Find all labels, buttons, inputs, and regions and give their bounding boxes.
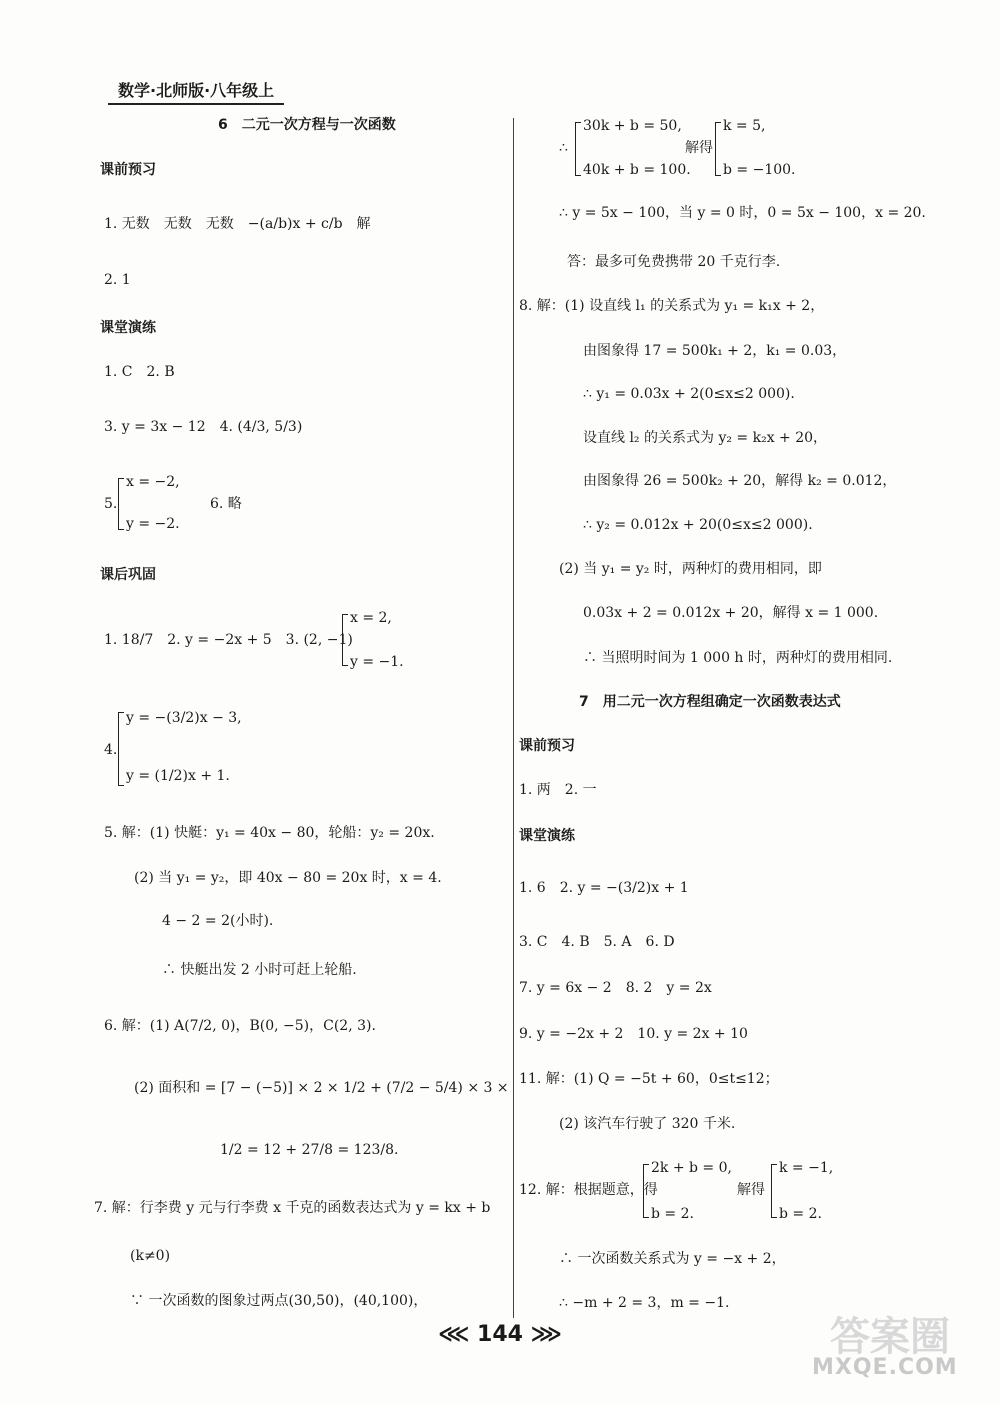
answer-line: 设直线 l₂ 的关系式为 y₂ = k₂x + 20， xyxy=(583,430,828,446)
answer-line: 1. 6 2. y = −(3/2)x + 1 xyxy=(519,880,689,896)
answer-line: 3. C 4. B 5. A 6. D xyxy=(519,934,675,950)
section-preview: 课前预习 xyxy=(519,738,575,754)
answer-line: ∴ y = 5x − 100，当 y = 0 时，0 = 5x − 100，x = 20. xyxy=(559,205,926,221)
equation-line: 2k + b = 0, xyxy=(651,1160,732,1176)
answer-number: 4. xyxy=(104,742,118,758)
answer-line: ∴ 一次函数关系式为 y = −x + 2， xyxy=(559,1251,786,1267)
answer-line: 7. 解：行李费 y 元与行李费 x 千克的函数表达式为 y = kx + b xyxy=(94,1200,491,1216)
solve-text: 解得 xyxy=(685,140,713,156)
brace xyxy=(575,122,581,176)
answer-line: 7. y = 6x − 2 8. 2 y = 2x xyxy=(519,980,712,996)
answer-line: 1. 18/7 2. y = −2x + 5 3. (2, −1) xyxy=(104,632,353,648)
answer-line: 由图象得 26 = 500k₂ + 20，解得 k₂ = 0.012， xyxy=(583,473,897,489)
answer-line: 3. y = 3x − 12 4. (4/3, 5/3) xyxy=(104,419,303,435)
equation-line: 40k + b = 100. xyxy=(583,162,691,178)
equation-line: x = −2, xyxy=(126,474,180,490)
answer-line: 12. 解：根据题意，得 xyxy=(519,1182,658,1198)
therefore-symbol: ∴ xyxy=(559,140,568,156)
page-number: ⋘ 144 ⋙ xyxy=(438,1322,562,1347)
brace xyxy=(771,1164,777,1218)
chapter-title-6: 6 二元一次方程与一次函数 xyxy=(218,117,396,133)
answer-line: (2) 面积和 = [7 − (−5)] × 2 × 1/2 + (7/2 − 5/4) × 3 × xyxy=(134,1080,509,1096)
answer-line: 1. C 2. B xyxy=(104,364,175,380)
equation-line: y = −(3/2)x − 3, xyxy=(126,710,242,726)
page-header: 数学·北师版·八年级上 xyxy=(108,78,284,105)
answer-line: ∴ 快艇出发 2 小时可赶上轮船. xyxy=(162,962,357,978)
brace xyxy=(118,478,124,530)
answer-line: ∴ −m + 2 = 3，m = −1. xyxy=(559,1295,730,1311)
answer-number: 5. xyxy=(104,496,118,512)
equation-line: y = −1. xyxy=(350,654,404,670)
answer-line: ∴ y₁ = 0.03x + 2(0≤x≤2 000). xyxy=(583,386,795,402)
answer-line: ∵ 一次函数的图象过两点(30,50)，(40,100)， xyxy=(130,1293,428,1309)
answer-line: 9. y = −2x + 2 10. y = 2x + 10 xyxy=(519,1026,748,1042)
answer-line: 由图象得 17 = 500k₁ + 2，k₁ = 0.03， xyxy=(583,343,847,359)
brace xyxy=(118,712,124,786)
section-practice: 课堂演练 xyxy=(519,828,575,844)
answer-line: 4 − 2 = 2(小时). xyxy=(162,913,274,929)
equation-line: 30k + b = 50, xyxy=(583,118,682,134)
watermark-url: MXQE.COM xyxy=(812,1355,958,1380)
watermark-logo: 答案圈 xyxy=(830,1314,950,1360)
answer-line: 6. 解：(1) A(7/2, 0)，B(0, −5)，C(2, 3). xyxy=(104,1018,376,1034)
equation-line: y = (1/2)x + 1. xyxy=(126,768,230,784)
answer-line: ∴ 当照明时间为 1 000 h 时，两种灯的费用相同. xyxy=(583,650,893,666)
equation-line: b = 2. xyxy=(779,1206,822,1222)
brace xyxy=(342,614,348,666)
column-divider xyxy=(513,118,514,1318)
equation-line: b = −100. xyxy=(723,162,796,178)
answer-line: 5. 解：(1) 快艇：y₁ = 40x − 80，轮船：y₂ = 20x. xyxy=(104,825,435,841)
answer-line: (k≠0) xyxy=(130,1248,171,1264)
equation-line: k = −1, xyxy=(779,1160,834,1176)
answer-line: 0.03x + 2 = 0.012x + 20，解得 x = 1 000. xyxy=(583,605,879,621)
answer-line: ∴ y₂ = 0.012x + 20(0≤x≤2 000). xyxy=(583,517,813,533)
answer-line: 2. 1 xyxy=(104,272,131,288)
brace xyxy=(715,122,721,176)
answer-line: 1. 无数 无数 无数 −(a/b)x + c/b 解 xyxy=(104,216,371,232)
section-preview: 课前预习 xyxy=(100,162,156,178)
answer-line: 1/2 = 12 + 27/8 = 123/8. xyxy=(220,1142,399,1158)
equation-line: b = 2. xyxy=(651,1206,694,1222)
solve-text: 解得 xyxy=(737,1182,765,1198)
answer-line: (2) 该汽车行驶了 320 千米. xyxy=(559,1116,736,1132)
section-consolidation: 课后巩固 xyxy=(100,567,156,583)
answer-line: (2) 当 y₁ = y₂ 时，两种灯的费用相同，即 xyxy=(559,561,822,577)
answer-line: 8. 解：(1) 设直线 l₁ 的关系式为 y₁ = k₁x + 2， xyxy=(519,298,825,314)
equation-line: k = 5, xyxy=(723,118,766,134)
equation-line: x = 2, xyxy=(350,610,392,626)
chapter-title-7: 7 用二元一次方程组确定一次函数表达式 xyxy=(579,694,841,710)
brace xyxy=(643,1164,649,1218)
section-practice: 课堂演练 xyxy=(100,320,156,336)
equation-line: y = −2. xyxy=(126,516,180,532)
answer-line: 11. 解：(1) Q = −5t + 60，0≤t≤12； xyxy=(519,1071,779,1087)
answer-line: 1. 两 2. 一 xyxy=(519,782,597,798)
answer-line: 答：最多可免费携带 20 千克行李. xyxy=(567,254,781,270)
answer-line: 6. 略 xyxy=(210,496,242,512)
answer-line: (2) 当 y₁ = y₂，即 40x − 80 = 20x 时，x = 4. xyxy=(134,870,442,886)
